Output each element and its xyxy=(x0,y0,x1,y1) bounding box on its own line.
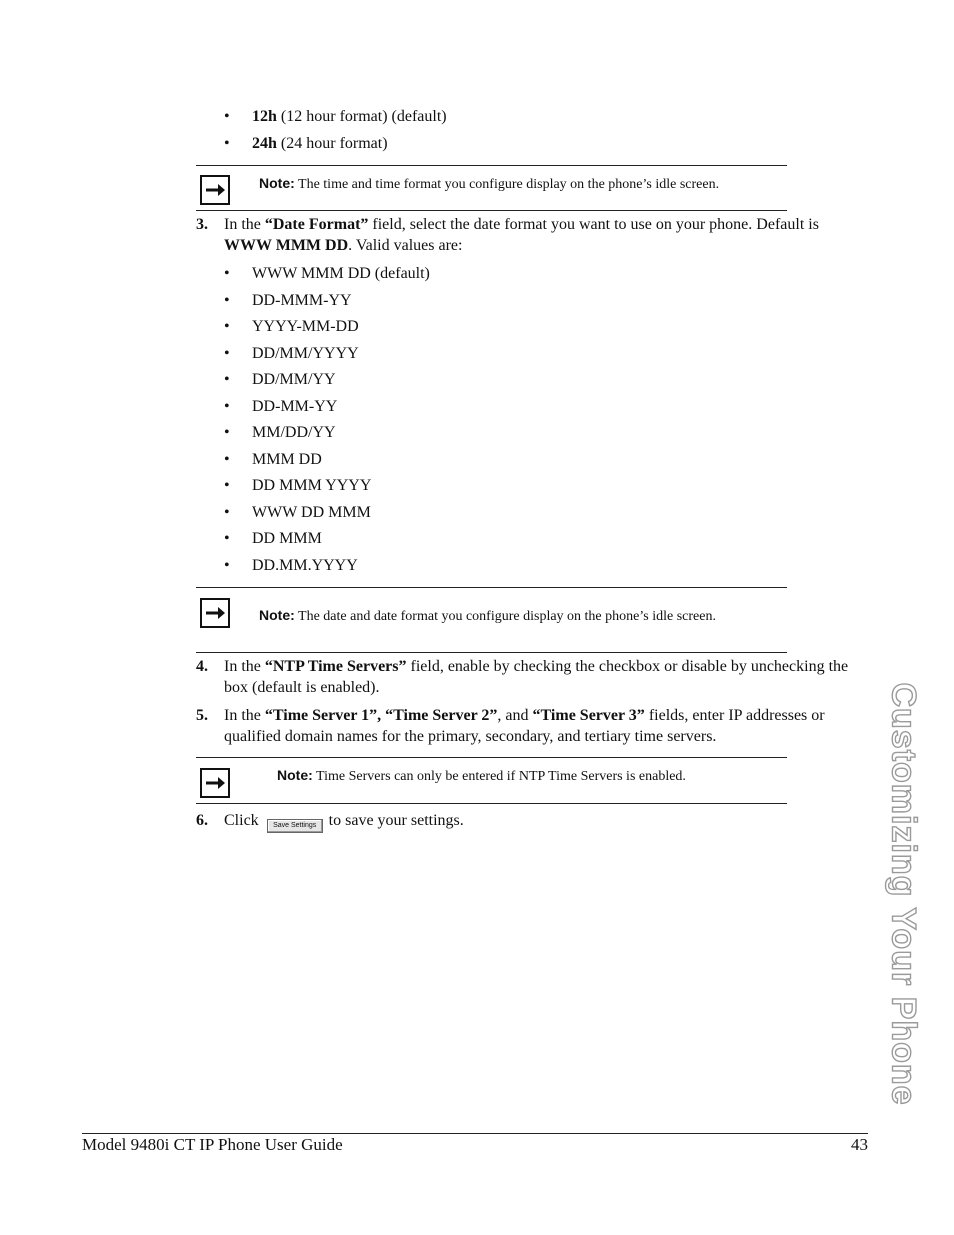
chapter-title: Customizing Your Phone xyxy=(884,682,923,1106)
bullet: • xyxy=(224,135,230,152)
bullet: • xyxy=(224,318,230,335)
step-text: In the “Time Server 1”, “Time Server 2”, and “Time Server 3” fields, enter IP addresses or qualified domain names for the primary, secondary, and tertiary time servers. xyxy=(224,707,825,745)
bullet: • xyxy=(224,424,230,441)
right-arrow-icon xyxy=(200,175,230,205)
date-format: DD MMM YYYY xyxy=(252,477,372,494)
bullet: • xyxy=(224,530,230,547)
date-format: DD-MM-YY xyxy=(252,398,338,415)
note-text: The time and time format you configure display on the phone’s idle screen. xyxy=(294,177,720,192)
step-number: 4. xyxy=(196,658,208,675)
note-text: Time Servers can only be entered if NTP Time Servers is enabled. xyxy=(312,769,686,784)
date-format: WWW DD MMM xyxy=(252,504,371,521)
note-label: Note: xyxy=(259,607,295,623)
bullet: • xyxy=(224,451,230,468)
bullet: • xyxy=(224,504,230,521)
chapter-side-tab xyxy=(880,676,926,1112)
note-text: The date and date format you configure display on the phone’s idle screen. xyxy=(294,609,716,624)
date-format: DD/MM/YYYY xyxy=(252,345,359,362)
step-text: In the “NTP Time Servers” field, enable by checking the checkbox or disable by unchecking the box (default is enabled). xyxy=(224,658,849,696)
bullet: • xyxy=(224,557,230,574)
bullet: • xyxy=(224,292,230,309)
page-number: 43 xyxy=(851,1135,868,1154)
date-format: DD/MM/YY xyxy=(252,371,336,388)
date-format: WWW MMM DD (default) xyxy=(252,265,430,282)
footer-title: Model 9480i CT IP Phone User Guide xyxy=(82,1135,343,1154)
field-name: “Time Server 1”, “Time Server 2” xyxy=(264,707,498,724)
note-label: Note: xyxy=(259,175,295,191)
bullet: • xyxy=(224,398,230,415)
note-box xyxy=(196,165,787,211)
bullet: • xyxy=(224,108,230,125)
time-format-value: 24h xyxy=(252,135,277,152)
step-number: 5. xyxy=(196,707,208,724)
right-arrow-icon xyxy=(200,768,230,798)
default-value: WWW MMM DD xyxy=(224,237,349,254)
step-text: Click Save Settings to save your settings. xyxy=(224,810,868,833)
footer-divider xyxy=(82,1133,868,1134)
right-arrow-icon xyxy=(200,598,230,628)
note-box xyxy=(196,587,787,653)
date-format: DD-MMM-YY xyxy=(252,292,352,309)
step-number: 6. xyxy=(196,812,208,829)
time-format-desc: (24 hour format) xyxy=(276,135,388,152)
note-box xyxy=(196,757,787,804)
note-label: Note: xyxy=(277,767,313,783)
field-name: “Time Server 3” xyxy=(532,707,645,724)
bullet: • xyxy=(224,265,230,282)
date-format: YYYY-MM-DD xyxy=(252,318,359,335)
bullet: • xyxy=(224,345,230,362)
time-format-desc: (12 hour format) (default) xyxy=(276,108,447,125)
field-name: “Date Format” xyxy=(264,216,369,233)
date-format: MMM DD xyxy=(252,451,322,468)
date-format: MM/DD/YY xyxy=(252,424,336,441)
date-format: DD MMM xyxy=(252,530,322,547)
bullet: • xyxy=(224,371,230,388)
step-text: In the “Date Format” field, select the date format you want to use on your phone. Default is WWW MMM DD. Valid values are: xyxy=(224,216,819,254)
save-settings-button[interactable]: Save Settings xyxy=(267,819,323,833)
field-name: “NTP Time Servers” xyxy=(264,658,407,675)
time-format-value: 12h xyxy=(252,108,277,125)
step-number: 3. xyxy=(196,216,208,233)
bullet: • xyxy=(224,477,230,494)
date-format: DD.MM.YYYY xyxy=(252,557,358,574)
